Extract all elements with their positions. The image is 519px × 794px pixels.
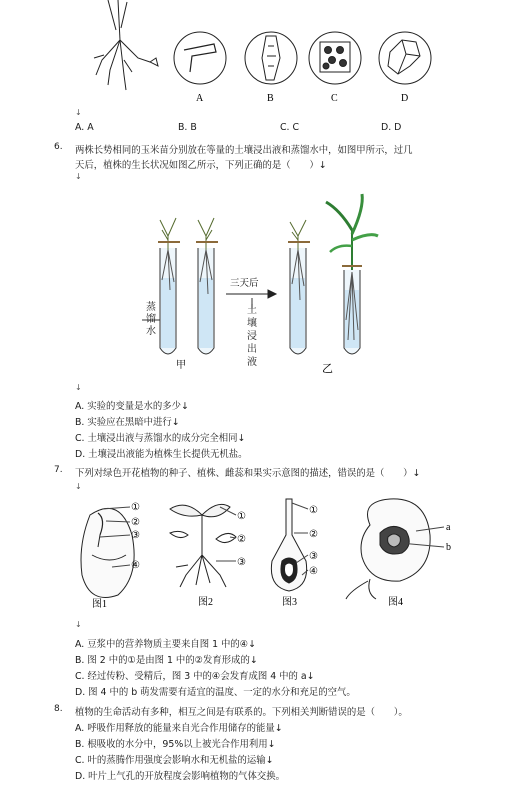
fig4-label-a: a [446,522,451,533]
q6-figure [140,190,380,380]
q5-figure [80,0,440,108]
q7-number: 7. [54,465,63,475]
return-mark-q6: ↓ [75,172,82,181]
fig-label-c: C [331,93,338,104]
q7-stem: 下列对绿色开花植物的种子、植株、雌蕊和果实示意图的描述，错误的是（ ）↓ [75,468,421,479]
tube-distilled-2 [288,220,310,354]
q8-stem: 植物的生命活动有多种，相互之间是有联系的。下列相关判断错误的是（ ）。 [75,707,408,718]
tube-soil-1 [196,218,218,354]
arrow-three-days [226,290,276,298]
svg-text:①: ① [131,502,140,513]
q8-option-a[interactable]: A. 呼吸作用释放的能量来自光合作用储存的能量↓ [75,723,283,734]
q8-number: 8. [54,704,63,714]
q6-stem-line2: 天后，植株的生长状况如图乙所示，下列正确的是（ ）↓ [75,160,327,171]
q6-option-c[interactable]: C. 土壤浸出液与蒸馏水的成分完全相同↓ [75,433,246,444]
q5-option-d[interactable]: D. D [381,122,402,133]
q6-option-d[interactable]: D. 土壤浸出液能为植株生长提供无机盐。 [75,449,248,460]
q8-option-c[interactable]: C. 叶的蒸腾作用强度会影响水和无机盐的运输↓ [75,755,274,766]
circle-c [309,32,361,84]
fig1-caption: 图1 [92,599,107,610]
tube-soil-2 [326,194,378,354]
svg-text:②: ② [237,534,246,545]
fig3-caption: 图3 [282,597,297,608]
svg-text:④: ④ [309,566,318,577]
q6-number: 6. [54,142,63,152]
return-mark-q7: ↓ [75,482,82,491]
svg-text:①: ① [309,505,318,516]
tube-distilled-1 [158,218,180,354]
label-jia: 甲 [176,360,186,371]
fig1-seed [81,507,134,598]
svg-text:①: ① [237,511,246,522]
q5-option-b[interactable]: B. B [178,122,197,133]
circle-b [245,32,297,84]
q5-option-c[interactable]: C. C [280,122,300,133]
label-soil-extract: 土壤浸出液 [247,305,257,368]
fig-label-a: A [196,93,204,104]
fig4-caption: 图4 [388,597,403,608]
label-yi: 乙 [322,363,333,375]
root-seedling-drawing [94,0,158,90]
return-mark: ↓ [75,108,82,117]
fig4-label-b: b [446,542,451,553]
q7-figures [70,495,470,615]
q6-option-b[interactable]: B. 实验应在黑暗中进行↓ [75,417,180,428]
q6-stem-line1: 两株长势相同的玉米苗分别放在等量的土壤浸出液和蒸馏水中，如图甲所示，过几 [75,145,413,156]
svg-text:③: ③ [131,530,140,541]
svg-text:③: ③ [309,551,318,562]
circle-d [379,32,431,84]
return-mark-q6-figure: ↓ [75,383,82,392]
svg-text:②: ② [309,529,318,540]
circle-a [174,32,226,84]
q7-option-d[interactable]: D. 图 4 中的 b 萌发需要有适宜的温度、一定的水分和充足的空气。 [75,687,356,698]
q5-option-a[interactable]: A. A [75,122,94,133]
q7-option-b[interactable]: B. 图 2 中的①是由图 1 中的②发育形成的↓ [75,655,258,666]
q8-option-b[interactable]: B. 根吸收的水分中，95%以上被光合作用利用↓ [75,739,276,750]
fig2-plant [170,504,236,587]
fig-label-b: B [267,93,274,104]
q6-option-a[interactable]: A. 实验的变量是水的多少↓ [75,401,189,412]
fig-label-d: D [401,93,409,104]
svg-text:②: ② [131,517,140,528]
q7-option-a[interactable]: A. 豆浆中的营养物质主要来自图 1 中的④↓ [75,639,257,650]
fig4-fruit [346,499,444,599]
return-mark-q7-figure: ↓ [75,620,82,629]
fig2-caption: 图2 [198,597,213,608]
svg-text:④: ④ [131,560,140,571]
label-distilled-water: 蒸馏水 [146,302,156,337]
fig3-pistil [271,499,308,591]
label-three-days: 三天后 [230,279,259,289]
q8-option-d[interactable]: D. 叶片上气孔的开放程度会影响植物的气体交换。 [75,771,286,782]
svg-text:③: ③ [237,557,246,568]
q7-option-c[interactable]: C. 经过传粉、受精后，图 3 中的④会发育成图 4 中的 a↓ [75,671,315,682]
